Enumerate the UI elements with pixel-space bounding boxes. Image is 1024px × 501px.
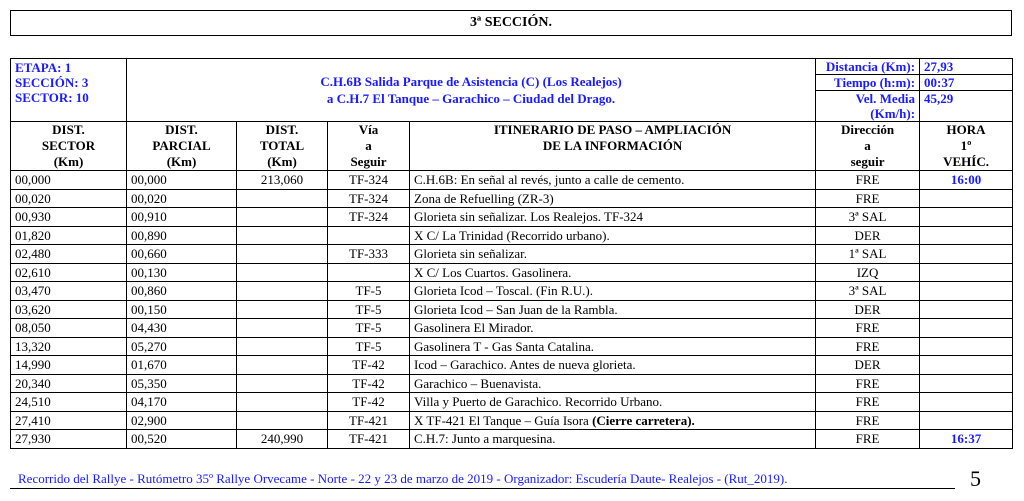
time-cell	[920, 356, 1013, 375]
header-total	[237, 122, 328, 171]
direction-cell: IZQ	[816, 263, 920, 282]
table-row	[11, 263, 1013, 282]
header-itinerario	[410, 122, 816, 171]
footer-divider	[10, 488, 955, 489]
header-via-line-3: Seguir	[350, 154, 387, 169]
header-hora-line-2: 1º	[960, 138, 972, 153]
itinerary-text: X C/ La Trinidad (Recorrido urbano).	[414, 227, 610, 243]
dist-total-cell	[237, 226, 328, 245]
stage-info	[11, 59, 127, 122]
itinerary-cell	[410, 263, 816, 282]
dist-sector-cell: 00,020	[11, 189, 127, 208]
dist-total-cell	[237, 189, 328, 208]
vel-label: Vel. Media (Km/h):	[816, 91, 920, 122]
table-row	[11, 393, 1013, 412]
table-row	[11, 411, 1013, 430]
header-hora-line-3: VEHÍC.	[943, 154, 989, 169]
itinerary-cell	[410, 430, 816, 449]
header-hora-line-1: HORA	[946, 122, 986, 137]
distancia-label: Distancia (Km):	[816, 59, 920, 75]
header-total-line-3: (Km)	[267, 154, 297, 169]
dist-sector-cell: 13,320	[11, 337, 127, 356]
dist-parcial-cell: 00,130	[127, 263, 237, 282]
itinerary-text: Glorieta Icod – Toscal. (Fin R.U.).	[414, 283, 594, 298]
via-cell: TF-5	[328, 337, 410, 356]
direction-cell: FRE	[816, 337, 920, 356]
dist-parcial-cell: 04,170	[127, 393, 237, 412]
time-cell	[920, 337, 1013, 356]
itinerary-cell	[410, 374, 816, 393]
dist-parcial-cell: 00,860	[127, 282, 237, 301]
dist-parcial-cell: 00,520	[127, 430, 237, 449]
dist-sector-cell: 08,050	[11, 319, 127, 338]
route-line-2: a C.H.7 El Tanque – Garachico – Ciudad del Drago.	[326, 91, 616, 106]
dist-total-cell	[237, 337, 328, 356]
header-itinerario-line-1: ITINERARIO DE PASO – AMPLIACIÓN	[493, 122, 732, 137]
itinerary-text: Garachico – Buenavista.	[414, 375, 542, 391]
via-cell: TF-421	[328, 430, 410, 449]
info-row-1	[11, 59, 1013, 75]
itinerary-rows	[11, 171, 1013, 449]
dist-parcial-cell: 00,910	[127, 208, 237, 227]
dist-sector-cell: 27,410	[11, 411, 127, 430]
itinerary-text: Villa y Puerto de Garachico. Recorrido Urbano.	[414, 394, 663, 409]
header-via-line-1: Vía	[358, 122, 379, 137]
dist-sector-cell: 20,340	[11, 374, 127, 393]
via-cell: TF-42	[328, 393, 410, 412]
dist-sector-cell: 14,990	[11, 356, 127, 375]
itinerary-cell	[410, 300, 816, 319]
dist-sector-cell: 00,000	[11, 171, 127, 190]
route-description	[127, 59, 816, 122]
header-total-line-1: DIST.	[265, 122, 299, 137]
etapa-label: ETAPA: 1	[15, 60, 72, 75]
tiempo-value: 00:37	[920, 75, 1013, 91]
direction-cell: FRE	[816, 411, 920, 430]
itinerary-text: Zona de Refuelling (ZR-3)	[414, 190, 554, 206]
header-parcial-line-3: (Km)	[166, 154, 197, 169]
via-cell: TF-42	[328, 374, 410, 393]
direction-cell: FRE	[816, 430, 920, 449]
dist-total-cell	[237, 393, 328, 412]
itinerary-text: Gasolinera T - Gas Santa Catalina.	[414, 338, 595, 354]
header-sector	[11, 122, 127, 171]
section-title: 3ª SECCIÓN.	[10, 10, 1012, 36]
table-row	[11, 245, 1013, 264]
direction-cell: 3ª SAL	[816, 282, 920, 301]
via-cell: TF-324	[328, 171, 410, 190]
time-cell	[920, 189, 1013, 208]
via-cell	[328, 263, 410, 282]
table-row	[11, 319, 1013, 338]
dist-total-cell	[237, 282, 328, 301]
direction-cell: FRE	[816, 189, 920, 208]
dist-sector-cell: 27,930	[11, 430, 127, 449]
dist-sector-cell: 24,510	[11, 393, 127, 412]
itinerary-text: Glorieta sin señalizar. Los Realejos. TF-324	[414, 209, 644, 224]
dist-parcial-cell: 00,020	[127, 189, 237, 208]
via-cell: TF-324	[328, 189, 410, 208]
header-hora	[920, 122, 1013, 171]
header-parcial-line-1: DIST.	[165, 122, 198, 137]
table-row	[11, 189, 1013, 208]
dist-parcial-cell: 02,900	[127, 411, 237, 430]
itinerary-bold-note: (Cierre carretera).	[592, 412, 695, 428]
dist-total-cell	[237, 208, 328, 227]
dist-total-cell	[237, 319, 328, 338]
via-cell: TF-5	[328, 300, 410, 319]
direction-cell: FRE	[816, 374, 920, 393]
dist-parcial-cell: 05,350	[127, 374, 237, 393]
itinerary-cell	[410, 393, 816, 412]
direction-cell: DER	[816, 300, 920, 319]
dist-parcial-cell: 04,430	[127, 319, 237, 338]
itinerary-text: Glorieta sin señalizar.	[414, 246, 527, 261]
itinerary-cell	[410, 282, 816, 301]
time-cell	[920, 393, 1013, 412]
table-row	[11, 226, 1013, 245]
dist-total-cell	[237, 300, 328, 319]
dist-sector-cell: 02,610	[11, 263, 127, 282]
dist-parcial-cell: 00,660	[127, 245, 237, 264]
dist-parcial-cell: 00,000	[127, 171, 237, 190]
dist-sector-cell: 01,820	[11, 226, 127, 245]
time-cell	[920, 208, 1013, 227]
dist-total-cell	[237, 263, 328, 282]
header-row	[11, 122, 1013, 171]
dist-sector-cell: 03,620	[11, 300, 127, 319]
header-sector-line-1: DIST.	[52, 122, 85, 137]
time-cell	[920, 245, 1013, 264]
itinerary-text: X C/ Los Cuartos. Gasolinera.	[414, 264, 572, 280]
time-cell	[920, 374, 1013, 393]
direction-cell: FRE	[816, 171, 920, 190]
itinerary-cell	[410, 411, 816, 430]
table-row	[11, 356, 1013, 375]
itinerary-cell	[410, 319, 816, 338]
itinerary-cell	[410, 226, 816, 245]
header-direccion-line-2: a	[864, 138, 871, 153]
table-row	[11, 208, 1013, 227]
via-cell: TF-324	[328, 208, 410, 227]
time-cell	[920, 263, 1013, 282]
dist-total-cell	[237, 411, 328, 430]
via-cell: TF-5	[328, 319, 410, 338]
distancia-value: 27,93	[920, 59, 1013, 75]
time-cell	[920, 282, 1013, 301]
header-direccion-line-1: Dirección	[840, 122, 895, 137]
dist-parcial-cell: 05,270	[127, 337, 237, 356]
direction-cell: FRE	[816, 319, 920, 338]
vel-value: 45,29	[920, 91, 1013, 122]
itinerary-cell	[410, 171, 816, 190]
via-cell: TF-5	[328, 282, 410, 301]
dist-total-cell	[237, 356, 328, 375]
time-cell: 16:00	[920, 171, 1013, 190]
itinerary-text: C.H.6B: En señal al revés, junto a calle de cemento.	[414, 172, 685, 187]
header-itinerario-line-2: DE LA INFORMACIÓN	[542, 138, 683, 153]
header-sector-line-2: SECTOR	[41, 138, 96, 153]
itinerary-cell	[410, 337, 816, 356]
via-cell: TF-42	[328, 356, 410, 375]
roadbook-table	[10, 58, 1013, 449]
header-parcial-line-2: PARCIAL	[152, 138, 211, 153]
via-cell: TF-421	[328, 411, 410, 430]
itinerary-text: Glorieta Icod – San Juan de la Rambla.	[414, 301, 618, 317]
itinerary-text: Icod – Garachico. Antes de nueva glorieta.	[414, 357, 636, 372]
route-line-1: C.H.6B Salida Parque de Asistencia (C) (Los Realejos)	[320, 74, 622, 89]
sector-label: SECTOR: 10	[15, 90, 89, 105]
dist-parcial-cell: 00,150	[127, 300, 237, 319]
itinerary-cell	[410, 356, 816, 375]
itinerary-cell	[410, 208, 816, 227]
direction-cell: 1ª SAL	[816, 245, 920, 264]
itinerary-text: C.H.7: Junto a marquesina.	[414, 431, 556, 446]
header-via	[328, 122, 410, 171]
time-cell	[920, 319, 1013, 338]
direction-cell: 3ª SAL	[816, 208, 920, 227]
footer-text: Recorrido del Rallye - Rutómetro 35º Rallye Orvecame - Norte - 22 y 23 de marzo de 2019 - Organizador: Escudería Daute- Realejos - (Rut_2019).	[18, 471, 788, 486]
dist-sector-cell: 00,930	[11, 208, 127, 227]
tiempo-label: Tiempo (h:m):	[816, 75, 920, 91]
time-cell	[920, 226, 1013, 245]
table-row	[11, 374, 1013, 393]
dist-parcial-cell: 01,670	[127, 356, 237, 375]
header-direccion	[816, 122, 920, 171]
dist-total-cell	[237, 245, 328, 264]
header-parcial	[127, 122, 237, 171]
seccion-label: SECCIÓN: 3	[15, 75, 89, 90]
via-cell	[328, 226, 410, 245]
dist-parcial-cell: 00,890	[127, 226, 237, 245]
itinerary-cell	[410, 189, 816, 208]
direction-cell: DER	[816, 226, 920, 245]
dist-sector-cell: 02,480	[11, 245, 127, 264]
dist-sector-cell: 03,470	[11, 282, 127, 301]
via-cell: TF-333	[328, 245, 410, 264]
table-row	[11, 282, 1013, 301]
itinerary-text: Gasolinera El Mirador.	[414, 320, 534, 335]
header-sector-line-3: (Km)	[53, 154, 84, 169]
time-cell	[920, 300, 1013, 319]
direction-cell: FRE	[816, 393, 920, 412]
dist-total-cell: 213,060	[237, 171, 328, 190]
header-direccion-line-3: seguir	[850, 154, 885, 169]
direction-cell: DER	[816, 356, 920, 375]
time-cell: 16:37	[920, 430, 1013, 449]
dist-total-cell: 240,990	[237, 430, 328, 449]
page-number: 5	[970, 466, 981, 491]
table-row	[11, 171, 1013, 190]
itinerary-text: X TF-421 El Tanque – Guía Isora	[414, 412, 593, 428]
table-row	[11, 300, 1013, 319]
table-row	[11, 430, 1013, 449]
itinerary-cell	[410, 245, 816, 264]
header-total-line-2: TOTAL	[259, 138, 305, 153]
table-row	[11, 337, 1013, 356]
time-cell	[920, 411, 1013, 430]
dist-total-cell	[237, 374, 328, 393]
header-via-line-2: a	[365, 138, 372, 153]
